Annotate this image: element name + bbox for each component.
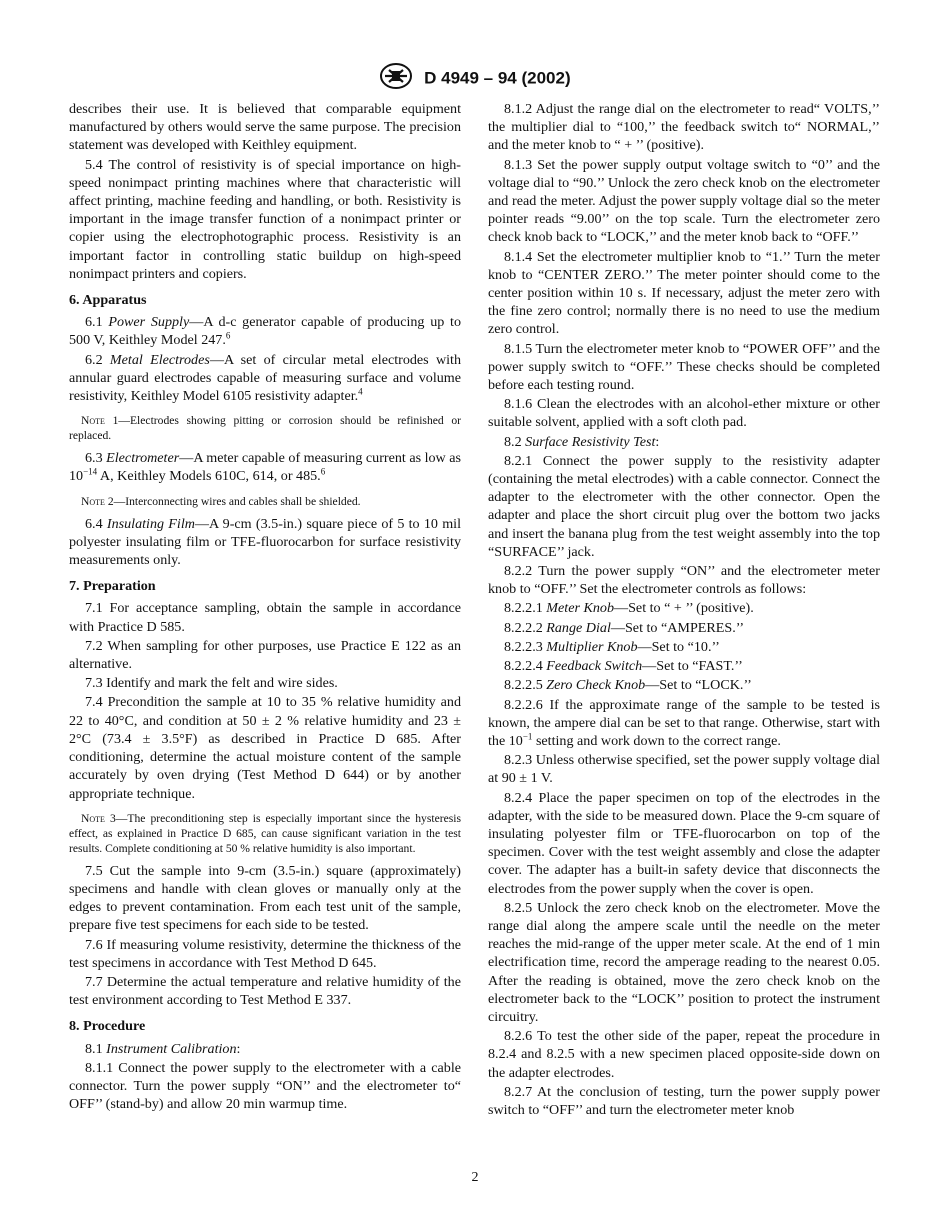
right-column [488, 100, 880, 1120]
section-7-heading: 7. Preparation [69, 578, 156, 595]
astm-logo-icon [379, 62, 413, 95]
paragraph-8-1-1: 8.1.1 Connect the power supply to the electrometer with a cable connector. Turn the power supply “ON’’ and the electrometer to“ OFF’’ (stand-by) and allow 20 min warmup time. [69, 1059, 461, 1113]
paragraph-8-1-6: 8.1.6 Clean the electrodes with an alcohol-ether mixture or other suitable solvent, applied with a soft cloth pad. [488, 396, 880, 431]
paragraph-8-1-2: 8.1.2 Adjust the range dial on the electrometer to read“ VOLTS,’’ the multiplier dial to “100,’’ the feedback switch to“ NORMAL,’’ and the meter knob to “ + ’’ (positive). [488, 101, 880, 154]
paragraph-7-2: 7.2 When sampling for other purposes, use Practice E 122 as an alternative. [69, 637, 461, 673]
left-column [69, 100, 461, 1114]
paragraph-7-7: 7.7 Determine the actual temperature and relative humidity of the test environment according to Test Method E 337. [69, 973, 461, 1009]
page-header [0, 62, 950, 95]
paragraph-8-2-2: 8.2.2 Turn the power supply “ON’’ and the electrometer meter knob to “OFF.’’ Set the electrometer controls as follows: [488, 563, 880, 598]
paragraph-8-1-5: 8.1.5 Turn the electrometer meter knob to “POWER OFF’’ and the power supply switch to “OFF.’’ These checks should be completed before each testing round. [488, 340, 880, 394]
paragraph-8-2-2-3: 8.2.2.3 Multiplier Knob—Set to “10.’’ [504, 638, 720, 655]
paragraph-7-3: 7.3 Identify and mark the felt and wire sides. [85, 675, 338, 692]
note-2: Note 2—Interconnecting wires and cables shall be shielded. [81, 494, 361, 508]
paragraph-8-2-2-6: 8.2.2.6 If the approximate range of the sample to be tested is known, the ampere dial can be set to that range. Otherwise, start with the $10^{-1}$ setting and work down to the correct range. [488, 696, 880, 749]
paragraph-8-1-3: 8.1.3 Set the power supply output voltage switch to “0’’ and the voltage dial to “90.’’ Unlock the zero check knob on the electrometer and read the meter. Adjust the power supply voltage dial so the meter pointer reads “9.00’’ on the top scale. Turn the electrometer zero check knob back to “LOCK,’’ and the meter knob back to “OFF.’’ [488, 156, 880, 246]
section-6-heading: 6. Apparatus [69, 292, 147, 309]
paragraph-8-2-3: 8.2.3 Unless otherwise specified, set the power supply voltage dial at 90 ± 1 V. [488, 752, 880, 787]
paragraph-8-2-2-4: 8.2.2.4 Feedback Switch—Set to “FAST.’’ [504, 658, 743, 675]
paragraph-8-2-4: 8.2.4 Place the paper specimen on top of the electrodes in the adapter, with the side to be measured down. Place the 9-cm square of insulating polyester film or TFE-fluorocarbon on top of the specimen. Cover with the test weight assembly and close the adapter cover. The adapter has a built-in safety device that disconnects the electrodes from the power supply when the cover is open. [488, 789, 880, 897]
paragraph-8-2-7: 8.2.7 At the conclusion of testing, turn the power supply power switch to “OFF’’ and turn the electrometer meter knob [488, 1083, 880, 1118]
paragraph-5-4: 5.4 The control of resistivity is of special importance on high-speed nonimpact printing machines where that characteristic will affect printing, machine feeding and handling, or both. Resistivity is important in the image transfer function of a nonimpact printer or copier using the electrophotographic process. Resistivity is an important factor in controlling static buildup on high-speed nonimpact printers and copiers. [69, 156, 461, 282]
paragraph-7-5: 7.5 Cut the sample into 9-cm (3.5-in.) square (approximately) specimens and handle with clean gloves or manually only at the edges to prevent contamination. From each test unit of the sample, prepare five test specimens for each side to be tested. [69, 862, 461, 934]
paragraph-6-1: 6.1 Power Supply—A d-c generator capable of producing up to 500 V, Keithley Model 247.$^6$ [69, 314, 461, 349]
paragraph-7-1: 7.1 For acceptance sampling, obtain the sample in accordance with Practice D 585. [69, 600, 461, 635]
paragraph-8-1: 8.1 Instrument Calibration: [85, 1040, 241, 1057]
paragraph-8-2-5: 8.2.5 Unlock the zero check knob on the electrometer. Move the range dial along the ampere scale until the needle on the meter reaches the mid-range of the upper meter scale. At the end of 1 min electrification time, record the amperage reading to the nearest 0.05. After the reading is obtained, move the zero check knob on the electrometer back to the “LOCK’’ position to protect the instrument circuitry. [488, 899, 880, 1025]
paragraph-8-2-2-5: 8.2.2.5 Zero Check Knob—Set to “LOCK.’’ [504, 677, 752, 694]
note-1: Note 1—Electrodes showing pitting or corrosion should be refinished or replaced. [69, 414, 461, 443]
paragraph-7-6: 7.6 If measuring volume resistivity, determine the thickness of the test specimens in accordance with Test Method D 645. [69, 936, 461, 971]
paragraph-8-2-2-1: 8.2.2.1 Meter Knob—Set to “ + ’’ (positive). [504, 600, 754, 617]
paragraph-6-4: 6.4 Insulating Film—A 9-cm (3.5-in.) square piece of 5 to 10 mil polyester insulating film or TFE-fluorocarbon for surface resistivity measurements only. [69, 515, 462, 569]
paragraph-6-2: 6.2 Metal Electrodes—A set of circular metal electrodes with annular guard electrodes capable of measuring surface and volume resistivity, Keithley Model 6105 resistivity adapter.$^4$ [69, 351, 461, 405]
paragraph-5-3-continued: describes their use. It is believed that comparable equipment manufactured by others would serve the same purpose. The precision statement was developed with Keithley equipment. [69, 101, 461, 154]
paragraph-6-3: 6.3 Electrometer—A meter capable of measuring current as low as $10^{-14}$ A, Keithley Models 610C, 614, or 485.$^6$ [69, 450, 462, 485]
designation: D 4949 – 94 (2002) [424, 68, 571, 88]
paragraph-8-1-4: 8.1.4 Set the electrometer multiplier knob to “1.’’ Turn the meter knob to “CENTER ZERO.’’ The meter pointer should come to the center position within 10 s. If necessary, adjust the meter zero with the fine zero control; normally there is no need to use the medium zero control. [488, 248, 880, 338]
note-3: Note 3—The preconditioning step is especially important since the hysteresis effect, as explained in Practice D 685, can cause significant variation in the test results. Complete conditioning at 50 % relative humidity is also important. [69, 811, 461, 855]
paragraph-8-2-1: 8.2.1 Connect the power supply to the resistivity adapter (containing the metal electrodes) with a cable connector. Connect the adapter to the electrometer with the other connector. Open the adapter and place the short circuit plug over the bottom two jacks and insert the banana plug from the test weight assembly into the top “SURFACE’’ jack. [488, 452, 880, 560]
paragraph-8-2-2-2: 8.2.2.2 Range Dial—Set to “AMPERES.’’ [504, 619, 745, 636]
paragraph-8-2-6: 8.2.6 To test the other side of the paper, repeat the procedure in 8.2.4 and 8.2.5 with a new specimen placed opposite-side down on the adapter electrodes. [488, 1028, 880, 1081]
section-8-heading: 8. Procedure [69, 1018, 146, 1035]
paragraph-7-4: 7.4 Precondition the sample at 10 to 35 % relative humidity and 22 to 40°C, and condition at 50 ± 2 % relative humidity and 23 ± 2°C (73.4 ± 3.5°F) as described in Practice D 685. After conditioning, determine the actual moisture content of the sample accurately by oven drying (Test Method D 644) or by another appropriate technique. [69, 694, 461, 802]
page-number: 2 [471, 1170, 479, 1185]
paragraph-8-2: 8.2 Surface Resistivity Test: [504, 433, 660, 450]
